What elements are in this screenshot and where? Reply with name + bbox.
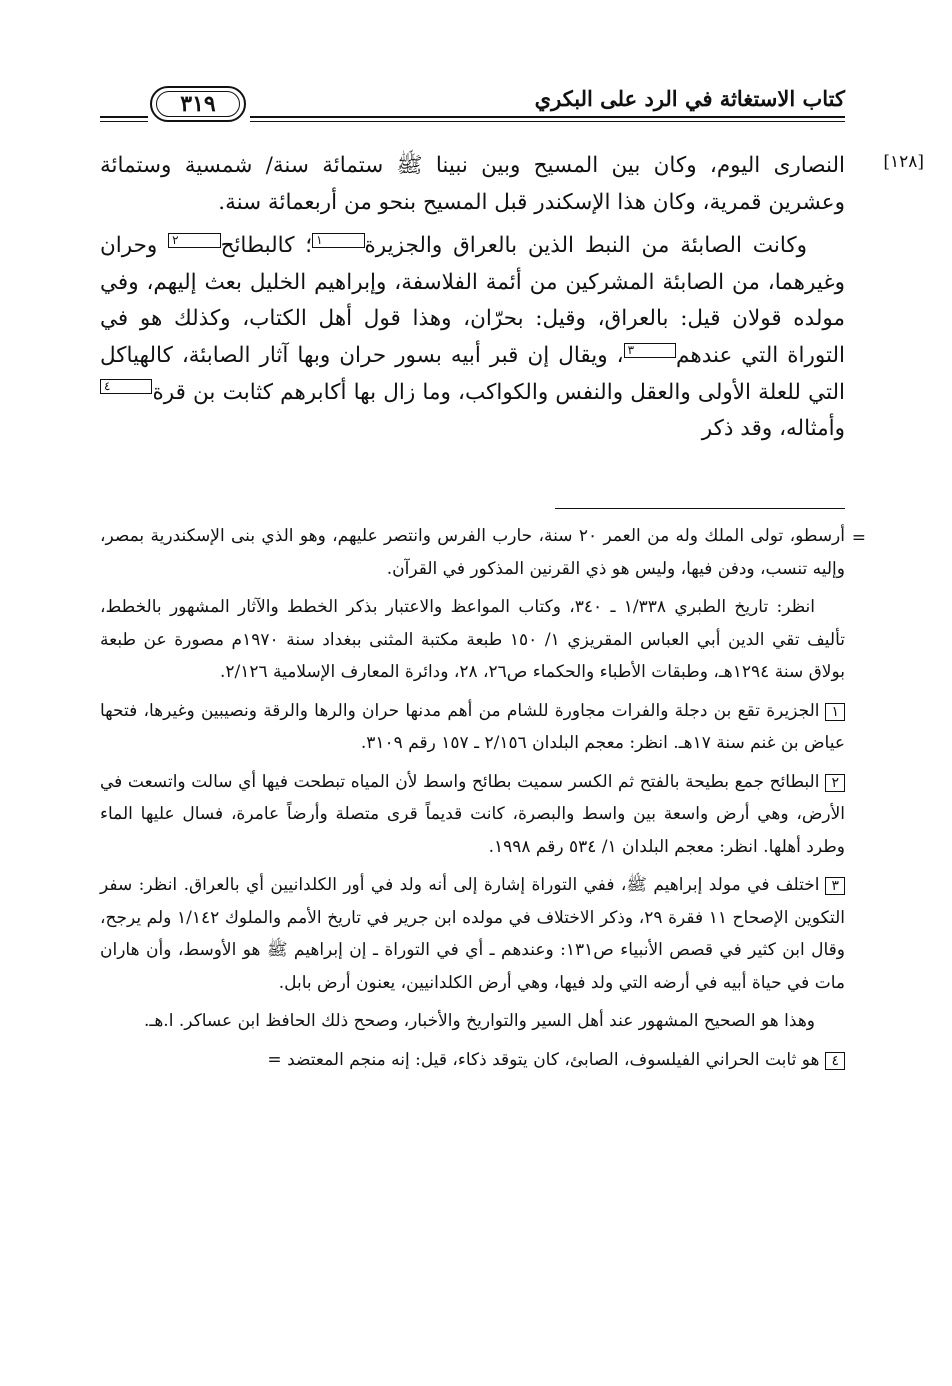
footnote-3-continued: وهذا هو الصحيح المشهور عند أهل السير والتواريخ والأخبار، وصحح ذلك الحافظ ابن عساكر. ا.هـ. bbox=[143, 1011, 815, 1031]
footnote-4 bbox=[100, 1044, 845, 1077]
main-text bbox=[100, 148, 845, 448]
main-text-segment: ، ويقال إن قبر أبيه بسور حران وبها آثار الصابئة، كالهياكل التي للعلة الأولى والعقل والنفس والكواكب، وما زال بها أكابرهم كثابت بن قرة bbox=[100, 342, 845, 405]
book-title: كتاب الاستغاثة في الرد على البكري bbox=[534, 86, 845, 111]
footnote-2 bbox=[100, 766, 845, 864]
main-text-segment: ؛ كالبطائح bbox=[220, 233, 313, 259]
footnote-ref-1[interactable]: ١ bbox=[312, 233, 364, 248]
footnote-ref-2[interactable]: ٢ bbox=[168, 233, 220, 248]
footnote-continued: أرسطو، تولى الملك وله من العمر ٢٠ سنة، حارب الفرس وانتصر عليهم، وهو الذي بنى الإسكندرية بمصر، وإليه تنسب، ودفن فيها، وليس هو ذي القرنين المذكور في القرآن. bbox=[100, 526, 845, 579]
header-rule-right-2 bbox=[250, 121, 845, 122]
footnote-3 bbox=[100, 869, 845, 999]
continuation-mark: = bbox=[851, 528, 866, 548]
main-text-segment: وحران وغيرهما، من الصابئة المشركين من أئمة الفلاسفة، وإبراهيم الخليل بعث إليهم، وفي مولده قولان قيل: بالعراق، وقيل: بحرّان، وهذا قول أهل الكتاب، وكذلك هو في التوراة التي عندهم bbox=[100, 233, 845, 368]
footnote-number-1: ١ bbox=[825, 703, 845, 721]
footnote-1 bbox=[100, 695, 845, 760]
footnote-ref-4[interactable]: ٤ bbox=[100, 379, 152, 394]
footnotes bbox=[100, 520, 845, 1082]
footnote-number-3: ٣ bbox=[825, 877, 845, 895]
header-rule-left bbox=[100, 116, 148, 118]
header-rule-left-2 bbox=[100, 121, 148, 122]
footnote-continued-sources: انظر: تاريخ الطبري ١/٣٣٨ ـ ٣٤٠، وكتاب المواعظ والاعتبار بذكر الخطط والآثار المشهور بالخطط، تأليف تقي الدين أبي العباس المقريزي ١/ ١٥٠ طبعة مكتبة المثنى ببغداد سنة ١٩٧٠م مصورة عن طبعة بولاق سنة ١٢٩٤هـ، وطبقات الأطباء والحكماء ص٢٦، ٢٨، ودائرة المعارف الإسلامية ٢/١٢٦. bbox=[100, 597, 845, 682]
footnote-1-text: الجزيرة تقع بن دجلة والفرات مجاورة للشام من أهم مدنها حران والرها والرقة ونصيبين وغيرها، فتحها عياض بن غنم سنة ١٧هـ. انظر: معجم البلدان ٢/١٥٦ ـ ١٥٧ رقم ٣١٠٩. bbox=[100, 700, 845, 753]
main-text-segment: وأمثاله، وقد ذكر bbox=[701, 416, 845, 442]
main-text-segment: وكانت الصابئة من النبط الذين بالعراق والجزيرة bbox=[364, 233, 807, 259]
header-rule-right bbox=[250, 116, 845, 118]
main-paragraph-2 bbox=[100, 228, 845, 448]
page-number: ٣١٩ bbox=[150, 86, 246, 122]
main-paragraph-1: النصارى اليوم، وكان بين المسيح وبين نبينا ﷺ ستمائة سنة/ شمسية وستمائة وعشرين قمرية، وكان هذا الإسكندر قبل المسيح بنحو من أربعمائة سنة. bbox=[100, 153, 845, 215]
page-header bbox=[100, 78, 845, 128]
footnote-separator bbox=[555, 508, 845, 509]
footnote-3-text: اختلف في مولد إبراهيم ﷺ، ففي التوراة إشارة إلى أنه ولد في أور الكلدانيين أي بالعراق. انظر: سفر التكوين الإصحاح ١١ فقرة ٢٩، وذكر الاختلاف في مولده ابن جرير في تاريخ الأمم والملوك ١/١٤٢ ولم يرجح، وقال ابن كثير في قصص الأنبياء ص١٣١: وعندهم ـ أي في التوراة ـ إن إبراهيم ﷺ هو الأوسط، وأن هاران مات في حياة أبيه في أرضه التي ولد فيها، وهي أرض الكلدانيين، يعنون أرض بابل. bbox=[100, 875, 846, 993]
footnote-4-text: هو ثابت الحراني الفيلسوف، الصابئ، كان يتوقد ذكاء، قيل: إنه منجم المعتضد = bbox=[267, 1049, 820, 1070]
footnote-number-2: ٢ bbox=[825, 774, 845, 792]
manuscript-folio-ref: [١٢٨] bbox=[883, 152, 924, 172]
footnote-number-4: ٤ bbox=[825, 1052, 845, 1070]
footnote-2-text: البطائح جمع بطيحة بالفتح ثم الكسر سميت بطائح واسط لأن المياه تبطحت فيها أي سالت واتسعت في الأرض، وهي أرض واسعة بين واسط والبصرة، كانت قديماً قرى متصلة وأرضاً عامرة، فسال عليها الماء وطرد أهلها. انظر: معجم البلدان ١/ ٥٣٤ رقم ١٩٩٨. bbox=[100, 771, 845, 857]
footnote-ref-3[interactable]: ٣ bbox=[624, 343, 676, 358]
